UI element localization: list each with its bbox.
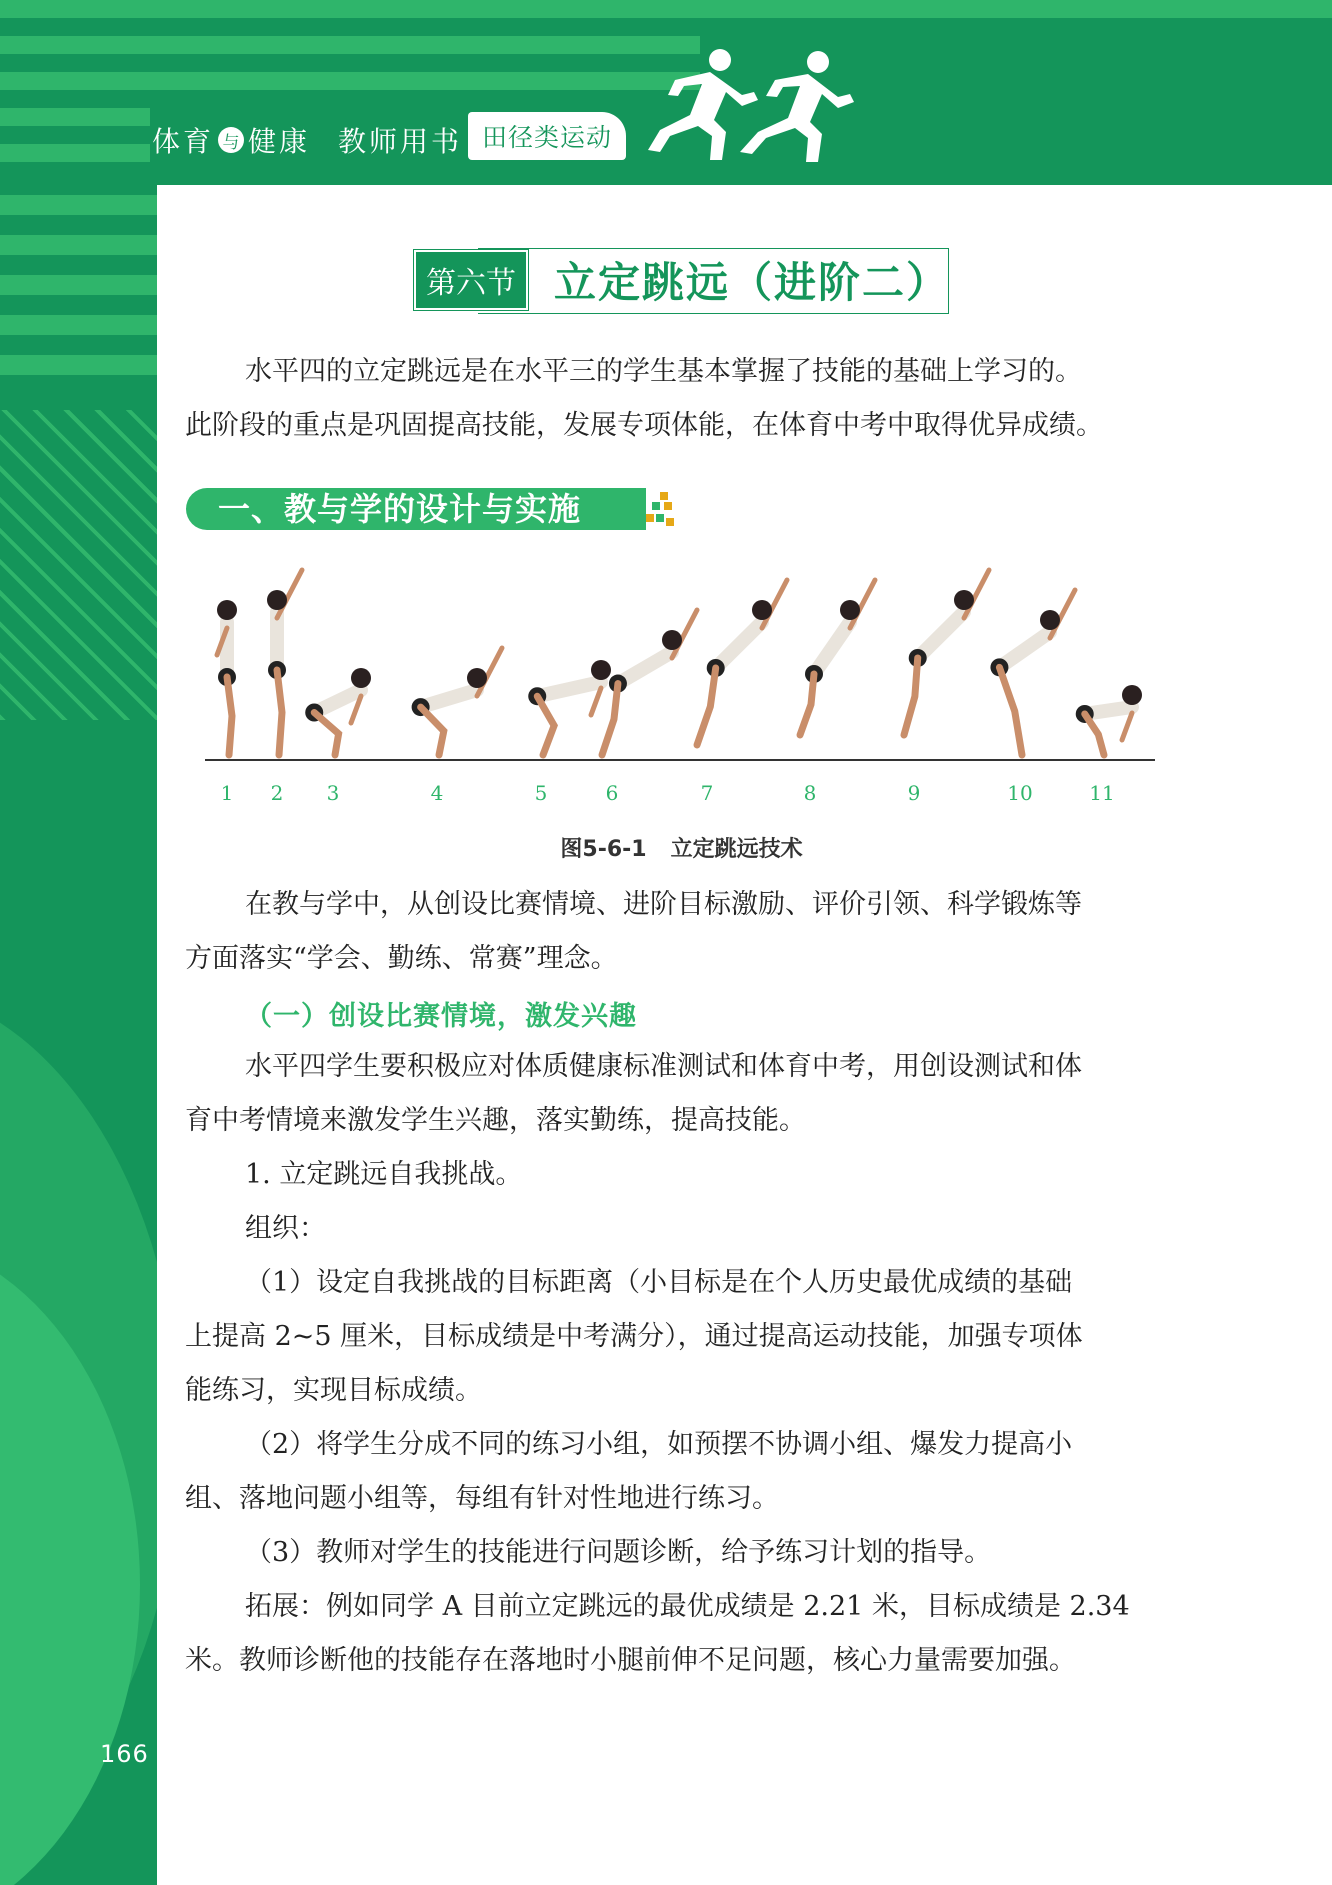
text-line: （1）设定自我挑战的目标距离（小目标是在个人历史最优成绩的基础: [245, 1267, 1073, 1298]
intro-line: 此阶段的重点是巩固提高技能，发展专项体能，在体育中考中取得优异成绩。: [185, 410, 1103, 441]
frame-label: 5: [534, 781, 548, 805]
banner-stripe: [0, 72, 700, 90]
book-title-part1: 体育: [152, 125, 215, 158]
jump-frame-4: [412, 648, 502, 755]
organization-label: 组织：: [245, 1213, 326, 1244]
sidebar-band: [0, 235, 157, 255]
frame-label: 3: [326, 781, 340, 805]
frame-label: 11: [1089, 781, 1115, 805]
text-line: 方面落实“学会、勤练、常赛”理念。: [185, 943, 618, 974]
section-heading: [414, 252, 950, 308]
intro-line: 水平四的立定跳远是在水平三的学生基本掌握了技能的基础上学习的。: [245, 356, 1082, 387]
jump-frame-6: [602, 610, 697, 755]
track-category-tag: 田径类运动: [468, 112, 626, 160]
frame-label: 10: [1007, 781, 1033, 805]
jump-frame-8: [800, 580, 875, 735]
list-item-title: 1. 立定跳远自我挑战。: [245, 1159, 523, 1190]
body-paragraph-2: [185, 1040, 1178, 1688]
section-badge: 第六节: [414, 250, 528, 310]
intro-paragraph: [185, 345, 1178, 453]
text-line: 拓展：例如同学 A 目前立定跳远的最优成绩是 2.21 米，目标成绩是 2.34: [245, 1591, 1130, 1622]
sidebar-hatch-pattern: [0, 410, 157, 720]
runners-icon: [640, 40, 890, 165]
book-title-part3: 教师用书: [338, 125, 463, 158]
left-sidebar: [0, 185, 157, 1885]
jump-frame-10: [990, 590, 1075, 755]
text-line: 水平四学生要积极应对体质健康标准测试和体育中考，用创设测试和体: [245, 1051, 1082, 1082]
jump-frame-2: [267, 570, 302, 755]
frame-label: 7: [700, 781, 714, 805]
book-title-part2: 健康: [248, 125, 311, 158]
page-number: 166: [100, 1740, 149, 1768]
frame-label: 8: [803, 781, 817, 805]
frame-label: 6: [605, 781, 619, 805]
text-line: 上提高 2~5 厘米，目标成绩是中考满分），通过提高运动技能，加强专项体: [185, 1321, 1083, 1352]
subheading-design-implementation: 一、教与学的设计与实施: [186, 488, 646, 530]
figure-caption-title: 立定跳远技术: [670, 837, 803, 862]
jump-frame-7: [697, 580, 787, 745]
figure-caption: [185, 832, 1178, 863]
frame-label: 1: [220, 781, 234, 805]
body-paragraph-1: [185, 878, 1178, 986]
text-line: 在教与学中，从创设比赛情境、进阶目标激励、评价引领、科学锻炼等: [245, 889, 1082, 920]
jump-frame-11: [1076, 685, 1142, 755]
banner-stripe: [0, 108, 150, 126]
text-line: 能练习，实现目标成绩。: [185, 1375, 482, 1406]
subheading-checker-decoration: [646, 488, 674, 530]
frame-label: 4: [430, 781, 444, 805]
text-line: （3）教师对学生的技能进行问题诊断，给予练习计划的指导。: [245, 1537, 992, 1568]
sidebar-band: [0, 195, 157, 215]
text-line: 育中考情境来激发学生兴趣，落实勤练，提高技能。: [185, 1105, 806, 1136]
sidebar-band: [0, 355, 157, 375]
text-line: 组、落地问题小组等，每组有针对性地进行练习。: [185, 1483, 779, 1514]
jump-frame-1: [217, 600, 237, 755]
jump-frame-9: [904, 570, 989, 735]
text-line: （2）将学生分成不同的练习小组，如预摆不协调小组、爆发力提高小: [245, 1429, 1073, 1460]
subsection-heading-1: （一）创设比赛情境，激发兴趣: [245, 1001, 637, 1032]
jump-frame-5: [528, 660, 611, 755]
text-line: 米。教师诊断他的技能存在落地时小腿前伸不足问题，核心力量需要加强。: [185, 1645, 1076, 1676]
section-title: 立定跳远（进阶二）: [554, 258, 951, 307]
book-title: [152, 120, 462, 160]
sidebar-band: [0, 315, 157, 335]
book-title-and-glyph: 与: [218, 127, 244, 153]
banner-stripe: [0, 0, 1332, 18]
banner-stripe: [0, 144, 150, 162]
frame-label: 9: [907, 781, 921, 805]
banner-stripe: [0, 36, 700, 54]
sidebar-band: [0, 275, 157, 295]
frame-label: 2: [270, 781, 284, 805]
jump-frame-3: [305, 668, 371, 755]
standing-long-jump-sequence-figure: [205, 560, 1165, 810]
figure-caption-number: 图5-6-1: [560, 837, 647, 862]
header-banner: [0, 0, 1332, 185]
